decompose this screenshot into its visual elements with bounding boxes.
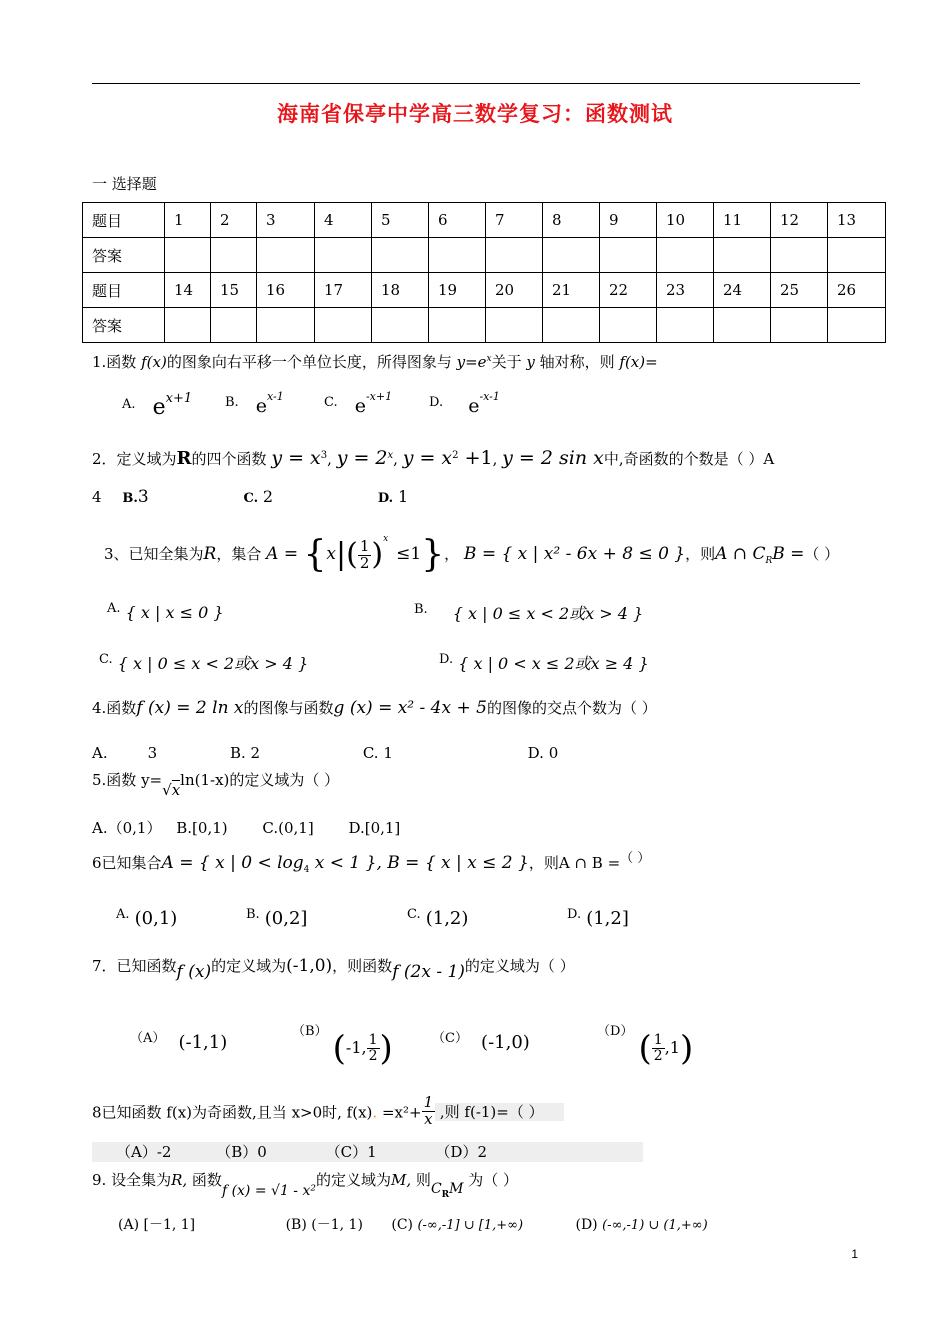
- option-label: C.: [324, 395, 338, 410]
- table-cell-number: 9: [600, 203, 657, 238]
- option-value: (-1,1): [178, 1032, 228, 1053]
- option-value: (－1, 1): [311, 1217, 363, 1233]
- question-text: 中,奇函数的个数是（ ）A: [603, 450, 775, 468]
- option-label: D.: [439, 652, 454, 667]
- question-text: ，: [444, 545, 460, 563]
- math-expr: B = { x | x² - 6x + 8 ≤ 0 }: [463, 544, 686, 564]
- table-cell: 题目: [83, 203, 165, 238]
- math-expr: M,: [391, 1171, 412, 1189]
- option-value: -2: [156, 1143, 172, 1161]
- math-sup: x: [383, 534, 389, 544]
- option-value: (-∞,-1) ∪ (1,+∞): [602, 1218, 708, 1233]
- option-value: { x | 0 ≤ x < 2或x > 4 }: [452, 604, 644, 623]
- option-value: 2: [477, 1143, 487, 1161]
- question-text: 的图像的交点个数为（ ）: [486, 699, 657, 717]
- option-value: 1: [383, 744, 393, 762]
- option-value: (0,2]: [264, 908, 308, 929]
- table-cell-number: 19: [429, 273, 486, 308]
- math-expr: x: [171, 781, 181, 799]
- answer-cell[interactable]: [257, 238, 315, 273]
- page-title: 海南省保亭中学高三数学复习：函数测试: [277, 101, 673, 126]
- table-cell-number: 17: [315, 273, 372, 308]
- math-expr: R: [203, 544, 217, 564]
- math-expr: (-1,0): [286, 956, 333, 976]
- table-cell-number: 22: [600, 273, 657, 308]
- answer-cell[interactable]: [657, 238, 714, 273]
- q2-options: [92, 487, 408, 507]
- option-label: (A): [118, 1217, 140, 1233]
- question-3: 3、已知全集为R，集合 A = {x|( $\frac{1}{2}$ )$^x$≤1}， B = { x | x² - 6x + 8 ≤ 0 }，则A ∩ $C_RB$ =（ ）: [104, 534, 840, 575]
- option-label: （C）: [432, 1031, 468, 1046]
- answer-cell[interactable]: [828, 308, 886, 343]
- option-label: (C): [391, 1217, 413, 1233]
- question-text: 9. 设全集为: [92, 1171, 172, 1189]
- question-6: [92, 849, 650, 880]
- q1-option-b: [225, 389, 284, 417]
- q7-option-a: [130, 1027, 227, 1053]
- question-text: 的图象向右平移一个单位长度，所得图象与: [166, 353, 457, 371]
- table-cell-number: 14: [165, 273, 211, 308]
- math-expr: C: [430, 1181, 442, 1197]
- math-expr: A ∩ C: [715, 544, 766, 564]
- math-sub: R: [441, 1190, 450, 1200]
- answer-cell[interactable]: [486, 308, 543, 343]
- table-cell-number: 4: [315, 203, 372, 238]
- math-sub: 4: [303, 865, 310, 875]
- table-row: [83, 308, 886, 343]
- question-text: 的图像与函数: [243, 699, 334, 717]
- option-label: (D): [575, 1217, 598, 1233]
- answer-cell[interactable]: [211, 238, 257, 273]
- option-value: (1,2]: [586, 908, 629, 929]
- math-expr: y = 2: [336, 447, 388, 469]
- table-cell-number: 26: [828, 273, 886, 308]
- table-cell-number: 21: [543, 273, 600, 308]
- table-cell-number: 20: [486, 273, 543, 308]
- answer-cell[interactable]: [315, 308, 372, 343]
- math-expr: +1: [458, 447, 493, 469]
- option-label: A.: [116, 907, 130, 922]
- math-sup: 3: [320, 450, 328, 461]
- math-expr: y=e: [456, 353, 487, 371]
- q3-option-a: [107, 601, 224, 622]
- table-cell-number: 12: [771, 203, 828, 238]
- math-expr: B =: [772, 544, 805, 564]
- math-expr: f (x) = 2 ln x: [136, 698, 244, 718]
- option-base: e: [152, 395, 166, 420]
- option-exp: x+1: [165, 390, 193, 406]
- table-row: [83, 273, 886, 308]
- option-value: 0: [257, 1143, 267, 1161]
- option-label: D.: [348, 819, 365, 837]
- option-value: [－1, 1]: [143, 1217, 196, 1233]
- table-cell-number: 18: [372, 273, 429, 308]
- answer-cell[interactable]: [828, 238, 886, 273]
- answer-cell[interactable]: [429, 238, 486, 273]
- option-label: （B）: [292, 1024, 328, 1039]
- option-label: （C）: [325, 1143, 368, 1161]
- option-label: B.: [225, 395, 239, 410]
- answer-table: [82, 202, 886, 343]
- option-value: 3: [147, 744, 158, 762]
- answer-cell[interactable]: [372, 308, 429, 343]
- option-value: (0,1]: [278, 819, 314, 837]
- option-label: B.: [246, 907, 260, 922]
- option-base: e: [255, 395, 268, 417]
- option-label: （A）: [116, 1143, 157, 1161]
- option-value: 1: [367, 1143, 377, 1161]
- option-value: { x | 0 ≤ x < 2或x > 4 }: [117, 654, 309, 673]
- option-base: e: [354, 395, 366, 417]
- math-expr: f(x)=: [619, 353, 658, 371]
- option-value: [0,1]: [364, 819, 401, 837]
- table-cell-number: 23: [657, 273, 714, 308]
- math-expr: ≤1: [396, 544, 422, 564]
- math-expr: y = x: [271, 447, 321, 469]
- question-1: [92, 349, 658, 372]
- table-cell-number: 5: [372, 203, 429, 238]
- question-text: 轴对称，则: [534, 353, 620, 371]
- q3-option-d: [439, 651, 649, 674]
- question-text: （ ）: [804, 545, 840, 563]
- question-9: [92, 1170, 519, 1200]
- question-text: 的定义域为（ ）: [464, 957, 575, 975]
- option-exp: -x-1: [479, 389, 500, 403]
- question-text: =x²+: [377, 1103, 422, 1122]
- option-label: B.: [414, 602, 428, 617]
- answer-cell[interactable]: [257, 308, 315, 343]
- option-label: A.: [92, 744, 108, 762]
- table-cell-number: 10: [657, 203, 714, 238]
- q1-option-c: [324, 389, 393, 417]
- question-2: 2．定义域为R的四个函数 $y = x^3$, $y = 2^x$, $y = x^2 +1$, y = 2 sin x中,奇函数的个数是（ ）A: [92, 447, 775, 469]
- math-expr: f (2x - 1): [392, 962, 465, 982]
- option-label: B.: [122, 491, 138, 506]
- question-text: 6已知集合: [92, 854, 162, 872]
- question-text: 的定义域为: [316, 1171, 392, 1189]
- section-heading: 一 选择题: [92, 175, 157, 193]
- table-cell: 题目: [83, 273, 165, 308]
- math-expr: g (x) = x² - 4x + 5: [333, 698, 487, 718]
- table-cell: 答案: [83, 308, 165, 343]
- table-cell-number: 25: [771, 273, 828, 308]
- question-text: 则: [411, 1171, 431, 1189]
- question-text: ln(1-x)的定义域为（ ）: [180, 771, 340, 789]
- option-value: { x | x ≤ 0 }: [125, 603, 224, 622]
- option-value: (-∞,-1] ∪ [1,+∞): [417, 1218, 524, 1233]
- math-expr: y = 2 sin x: [502, 447, 604, 469]
- answer-cell[interactable]: [714, 308, 771, 343]
- option-value: 3: [137, 487, 149, 507]
- answer-cell[interactable]: [771, 238, 828, 273]
- fraction: $\frac{1}{2}$: [653, 1032, 663, 1064]
- table-cell-number: 7: [486, 203, 543, 238]
- question-text: 8已知函数 f(x)为奇函数,且当 x>0时, f(x): [92, 1103, 373, 1122]
- answer-cell[interactable]: [315, 238, 372, 273]
- math-expr: y = x: [402, 447, 453, 469]
- option-value: [0,1): [192, 819, 228, 837]
- answer-cell[interactable]: [543, 238, 600, 273]
- option-label: D.: [377, 491, 394, 506]
- math-sup: x: [486, 354, 492, 364]
- math-expr: M: [449, 1181, 464, 1197]
- table-cell-number: 24: [714, 273, 771, 308]
- table-cell-number: 2: [211, 203, 257, 238]
- answer-cell[interactable]: [211, 308, 257, 343]
- option-label: C.: [262, 819, 279, 837]
- table-row: [83, 203, 886, 238]
- answer-cell[interactable]: [486, 238, 543, 273]
- question-text: 的四个函数: [191, 450, 267, 468]
- option-label: (B): [285, 1217, 307, 1233]
- answer-cell[interactable]: [600, 238, 657, 273]
- fraction: $\frac{1}{x}$: [423, 1093, 434, 1128]
- option-label: B.: [176, 819, 193, 837]
- option-label: （D）: [597, 1024, 634, 1039]
- math-expr: f (x) = √1 - x²: [221, 1183, 316, 1199]
- question-text: 1.函数: [92, 353, 142, 371]
- math-expr: , B = { x | x ≤ 2 }: [376, 853, 529, 873]
- header-rule: [92, 83, 860, 84]
- answer-cell[interactable]: [714, 238, 771, 273]
- math-expr: A = { x | 0 < log: [161, 853, 304, 873]
- question-text: 5.函数 y=: [92, 771, 163, 789]
- question-text: 7．已知函数: [92, 957, 177, 975]
- answer-cell[interactable]: [771, 308, 828, 343]
- option-label: C.: [362, 744, 379, 762]
- option-exp: x-1: [267, 389, 284, 403]
- option-value: 2: [262, 487, 274, 506]
- math-sup: 2: [452, 450, 459, 461]
- option-value: 4: [92, 488, 102, 506]
- option-label: D.: [429, 395, 444, 410]
- question-text: ,则 f(-1)=（ ）: [435, 1103, 564, 1121]
- question-text: 函数: [187, 1171, 222, 1189]
- option-value: -1,: [345, 1038, 367, 1057]
- option-label: A.: [92, 819, 108, 837]
- option-value: (1,2): [425, 908, 469, 929]
- question-text: （ ）: [620, 851, 651, 866]
- table-cell-number: 13: [828, 203, 886, 238]
- question-text: 4.函数: [92, 699, 137, 717]
- answer-cell[interactable]: [165, 308, 211, 343]
- math-expr: x: [326, 544, 336, 564]
- table-cell-number: 1: [165, 203, 211, 238]
- q9-options: [118, 1215, 708, 1236]
- q3-option-b: [414, 601, 643, 624]
- question-text: 2．定义域为: [92, 450, 177, 468]
- option-label: D.: [567, 907, 582, 922]
- option-value: (0,1): [134, 908, 178, 929]
- answer-cell[interactable]: [372, 238, 429, 273]
- table-cell-number: 15: [211, 273, 257, 308]
- math-expr: x < 1 }: [309, 853, 377, 873]
- q6-option-b: [246, 907, 307, 929]
- option-base: e: [468, 395, 480, 417]
- answer-cell[interactable]: [657, 308, 714, 343]
- question-4: [92, 698, 657, 718]
- answer-cell[interactable]: [543, 308, 600, 343]
- answer-cell[interactable]: [429, 308, 486, 343]
- option-label: （B）: [216, 1143, 258, 1161]
- option-label: A.: [107, 601, 121, 616]
- q8-options: [92, 1142, 643, 1162]
- table-cell-number: 16: [257, 273, 315, 308]
- q3-option-c: [99, 651, 308, 674]
- question-8: 8已知函数 f(x)为奇函数,且当 x>0时, f(x). =x²+ $\frac{1}{x}$ ,则 f(-1)=（ ）: [92, 1097, 564, 1130]
- math-expr: R,: [171, 1171, 188, 1189]
- option-label: A.: [122, 397, 136, 412]
- option-label: D.: [527, 744, 544, 762]
- option-value: ,1: [664, 1038, 680, 1057]
- page-number: 1: [851, 1247, 858, 1261]
- question-5: 5.函数 y=√xln(1-x)的定义域为（ ）: [92, 771, 340, 799]
- question-text: ，则A ∩ B =: [528, 854, 621, 872]
- option-value: 1: [397, 487, 409, 506]
- option-exp: -x+1: [365, 389, 393, 403]
- q5-options: [92, 818, 400, 838]
- answer-cell[interactable]: [600, 308, 657, 343]
- q7-option-c: [432, 1027, 530, 1053]
- q6-option-c: [407, 907, 468, 929]
- fraction: $\frac{1}{2}$: [359, 536, 370, 572]
- question-text: ，则: [685, 545, 716, 563]
- option-value: { x | 0 < x ≤ 2或x ≥ 4 }: [458, 654, 649, 673]
- option-label: C.: [243, 491, 259, 506]
- math-sub: R: [765, 556, 773, 566]
- option-value: （0,1）: [107, 819, 162, 837]
- math-expr: f (x): [176, 962, 212, 982]
- fraction: $\frac{1}{2}$: [368, 1032, 378, 1064]
- option-label: （D）: [435, 1143, 478, 1161]
- option-value: 2: [250, 744, 261, 762]
- table-row: [83, 238, 886, 273]
- option-label: C.: [99, 652, 113, 667]
- q7-option-d: $^{(D)}$ ( $\frac{1}{2}$ ,1): [597, 1024, 694, 1069]
- q1-option-d: [429, 389, 500, 417]
- math-expr: A =: [266, 544, 304, 564]
- math-expr: f(x): [141, 353, 167, 371]
- option-value: 0: [548, 744, 559, 762]
- q4-options: [92, 743, 558, 763]
- q7-option-b: $^{(B)}$ (-1, $\frac{1}{2}$ ): [292, 1024, 393, 1069]
- question-text: 为（ ）: [468, 1171, 519, 1189]
- table-cell-number: 6: [429, 203, 486, 238]
- q1-option-a: [122, 389, 193, 420]
- option-value: (-1,0): [481, 1032, 530, 1053]
- question-text: 的定义域为: [211, 957, 287, 975]
- answer-cell[interactable]: [165, 238, 211, 273]
- option-label: （A）: [130, 1031, 166, 1046]
- q6-option-d: [567, 907, 629, 929]
- question-text: ，集合: [216, 545, 262, 563]
- q6-option-a: [116, 907, 177, 929]
- table-cell-number: 8: [543, 203, 600, 238]
- question-text: 关于: [491, 353, 527, 371]
- question-text: ，则函数: [332, 957, 393, 975]
- table-cell-number: 3: [257, 203, 315, 238]
- table-cell: 答案: [83, 238, 165, 273]
- question-text: 3、已知全集为: [104, 545, 204, 563]
- math-sup: x: [387, 450, 394, 461]
- table-cell-number: 11: [714, 203, 771, 238]
- math-expr: y: [526, 353, 535, 371]
- option-label: B.: [229, 744, 246, 762]
- option-label: C.: [407, 907, 421, 922]
- question-7: [92, 956, 575, 982]
- math-set-r: R: [176, 448, 192, 469]
